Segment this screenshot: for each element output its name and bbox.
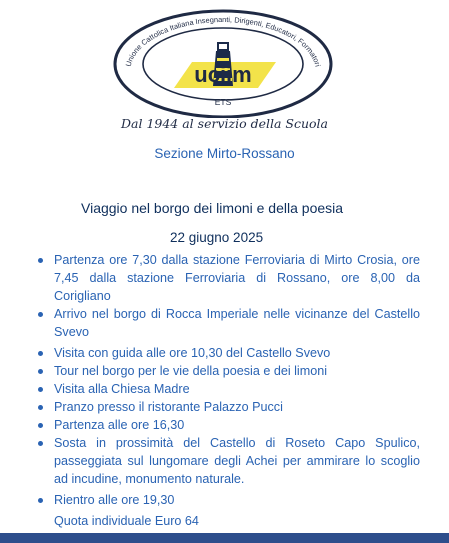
list-item-text: Partenza ore 7,30 dalla stazione Ferroviaria di Mirto Crosia, ore 7,45 dalla stazione Ferroviaria di Rossano, ore 8,00 da Corigliano bbox=[54, 253, 420, 303]
itinerary-list bbox=[38, 251, 420, 509]
bullet-icon bbox=[38, 387, 43, 392]
list-item-text: Visita alla Chiesa Madre bbox=[54, 382, 190, 396]
list-item-text: Rientro alle ore 19,30 bbox=[54, 493, 175, 507]
list-item bbox=[38, 491, 420, 509]
list-item bbox=[38, 362, 420, 380]
list-item-text: Tour nel borgo per le vie della poesia e dei limoni bbox=[54, 364, 328, 378]
price-note: Quota individuale Euro 64 bbox=[54, 514, 199, 528]
list-item-text: Pranzo presso il ristorante Palazzo Pucci bbox=[54, 400, 283, 414]
list-item bbox=[38, 380, 420, 398]
list-item bbox=[38, 398, 420, 416]
list-item-text: Visita con guida alle ore 10,30 del Castello Svevo bbox=[54, 346, 331, 360]
uciim-logo bbox=[112, 6, 334, 118]
list-item-text: Partenza alle ore 16,30 bbox=[54, 418, 185, 432]
trip-title: Viaggio nel borgo dei limoni e della poesia bbox=[81, 200, 344, 216]
list-item bbox=[38, 344, 420, 362]
list-item-text: Arrivo nel borgo di Rocca Imperiale nelle vicinanze del Castello Svevo bbox=[54, 307, 420, 339]
bullet-icon bbox=[38, 405, 43, 410]
bullet-icon bbox=[38, 351, 43, 356]
logo-mark: uciim bbox=[194, 62, 252, 87]
logo-ets: ETS bbox=[214, 97, 232, 107]
footer-bar bbox=[0, 533, 449, 543]
bullet-icon bbox=[38, 312, 43, 317]
list-item-text: Sosta in prossimità del Castello di Roseto Capo Spulico, passeggiata sul lungomare degli Achei per ammirare lo scoglio ad incudine, monumento naturale. bbox=[54, 436, 420, 486]
section-name: Sezione Mirto-Rossano bbox=[154, 146, 295, 161]
trip-date: 22 giugno 2025 bbox=[170, 230, 264, 245]
list-item bbox=[38, 416, 420, 434]
bullet-icon bbox=[38, 369, 43, 374]
bullet-icon bbox=[38, 498, 43, 503]
bullet-icon bbox=[38, 423, 43, 428]
list-item bbox=[38, 251, 420, 305]
list-item bbox=[38, 434, 420, 488]
list-item bbox=[38, 305, 420, 341]
bullet-icon bbox=[38, 258, 43, 263]
bullet-icon bbox=[38, 441, 43, 446]
motto: Dal 1944 al servizio della Scuola bbox=[121, 116, 328, 131]
logo-ring-text: Unione Cattolica Italiana Insegnanti, Dirigenti, Educatori, Formatori bbox=[123, 14, 323, 68]
